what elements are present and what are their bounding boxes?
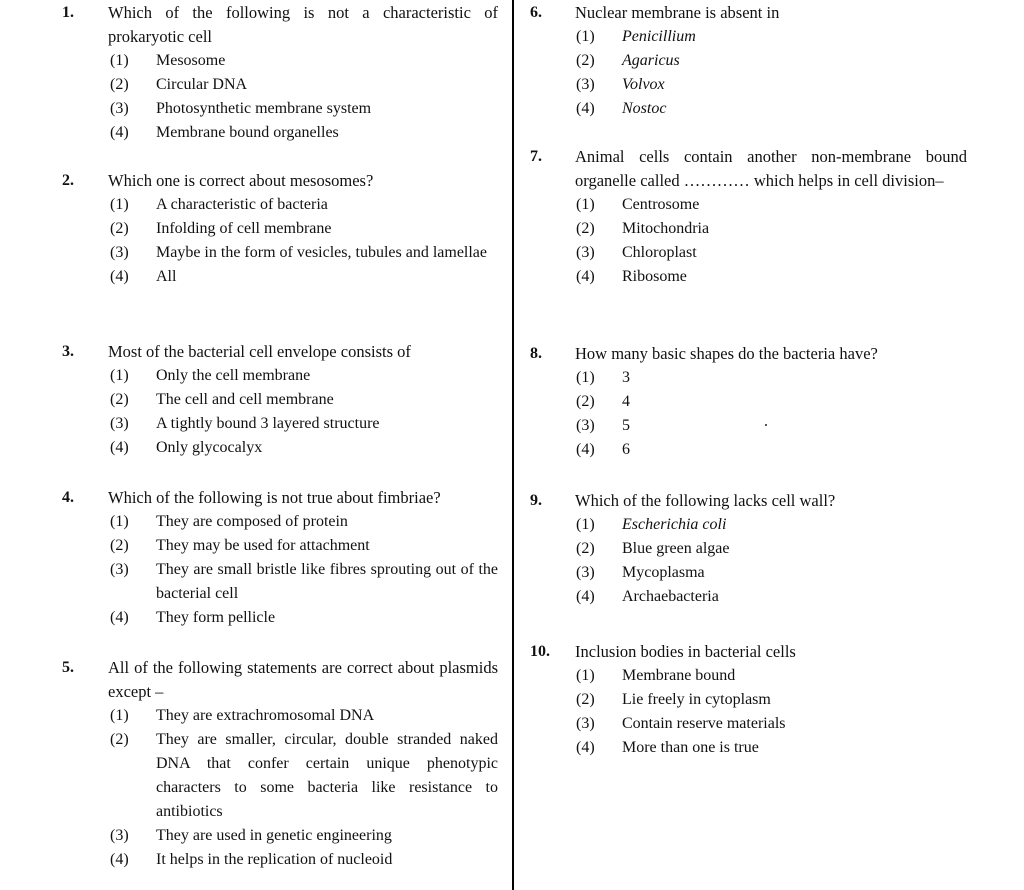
- option-text: They may be used for attachment: [156, 537, 370, 554]
- option-number: (4): [110, 124, 129, 141]
- question-text: Nuclear membrane is absent in: [575, 3, 780, 22]
- option: [0, 364, 510, 388]
- option-number: (3): [576, 244, 595, 261]
- question-9: [516, 489, 1024, 609]
- question-1: [0, 1, 510, 145]
- option-number: (4): [576, 100, 595, 117]
- option-text: Agaricus: [622, 52, 680, 69]
- option: [0, 265, 510, 289]
- question-4: [0, 486, 510, 630]
- option-text: A characteristic of bacteria: [156, 196, 328, 213]
- option-text: Maybe in the form of vesicles, tubules and lamellae: [156, 244, 488, 261]
- option-text: They are composed of protein: [156, 513, 348, 530]
- option: [516, 513, 1024, 537]
- option: [516, 217, 1024, 241]
- option-number: (2): [576, 52, 595, 69]
- option-number: (1): [576, 516, 595, 533]
- option-text: Only glycocalyx: [156, 439, 263, 456]
- option-number: (2): [110, 391, 129, 408]
- question-text: Animal cells contain another non-membrane bound organelle called ………… which helps in cell division–: [575, 147, 967, 190]
- option: [516, 561, 1024, 585]
- option-text: They are extrachromosomal DNA: [156, 707, 375, 724]
- question-number: 4.: [62, 489, 74, 506]
- option-number: (2): [110, 220, 129, 237]
- option-text: More than one is true: [622, 739, 759, 756]
- question-number: 2.: [62, 172, 74, 189]
- option-text: Blue green algae: [622, 540, 730, 557]
- option-number: (4): [110, 268, 129, 285]
- option: [0, 97, 510, 121]
- question-text: Which of the following is not true about fimbriae?: [108, 488, 441, 507]
- option-text: All: [156, 268, 177, 285]
- question-3: [0, 340, 510, 460]
- option-number: (3): [576, 564, 595, 581]
- option: [516, 390, 1024, 414]
- option: [516, 97, 1024, 121]
- option-number: (3): [110, 561, 129, 578]
- option-text: 4: [622, 393, 630, 410]
- option-number: (2): [110, 76, 129, 93]
- option-number: (2): [576, 691, 595, 708]
- question-number: 5.: [62, 659, 74, 676]
- option-text: The cell and cell membrane: [156, 391, 334, 408]
- option-text: Centrosome: [622, 196, 700, 213]
- option-number: (1): [110, 367, 129, 384]
- option: [0, 388, 510, 412]
- option-number: (2): [576, 393, 595, 410]
- option: [0, 558, 510, 606]
- option: [516, 265, 1024, 289]
- option-number: (3): [576, 76, 595, 93]
- question-text: Which of the following lacks cell wall?: [575, 491, 836, 510]
- option: [516, 193, 1024, 217]
- question-number: 10.: [530, 643, 550, 660]
- option-number: (2): [110, 537, 129, 554]
- option-number: (1): [576, 28, 595, 45]
- option-text: Penicillium: [622, 28, 696, 45]
- option-number: (4): [576, 739, 595, 756]
- option-text: Chloroplast: [622, 244, 697, 261]
- option-text: Archaebacteria: [622, 588, 719, 605]
- option: [516, 73, 1024, 97]
- question-text: Which one is correct about mesosomes?: [108, 171, 374, 190]
- question-8: [516, 342, 1024, 462]
- option-text: Photosynthetic membrane system: [156, 100, 372, 117]
- option-text: Nostoc: [622, 100, 667, 117]
- option-number: (3): [110, 100, 129, 117]
- option-text: Circular DNA: [156, 76, 248, 93]
- option-text: Membrane bound organelles: [156, 124, 339, 141]
- option: [516, 712, 1024, 736]
- option-number: (1): [110, 52, 129, 69]
- option: [0, 49, 510, 73]
- option-text: They form pellicle: [156, 609, 276, 626]
- option: [0, 73, 510, 97]
- option-text: 5: [622, 417, 630, 434]
- option-number: (2): [576, 220, 595, 237]
- option: [0, 606, 510, 630]
- option: [516, 537, 1024, 561]
- question-10: [516, 640, 1024, 760]
- option-text: They are smaller, circular, double stranded naked DNA that confer certain unique phenotypic characters to some bacteria like resistance to antibiotics: [156, 731, 498, 820]
- question-number: 7.: [530, 148, 542, 165]
- option-text: It helps in the replication of nucleoid: [156, 851, 393, 868]
- question-2: [0, 169, 510, 289]
- option: [516, 664, 1024, 688]
- option: [0, 704, 510, 728]
- question-7: [516, 145, 1024, 289]
- option-text: Mycoplasma: [622, 564, 705, 581]
- option-text: Volvox: [622, 76, 665, 93]
- option: [0, 534, 510, 558]
- question-number: 6.: [530, 4, 542, 21]
- option: [0, 121, 510, 145]
- question-5: [0, 656, 510, 872]
- option-text: Lie freely in cytoplasm: [622, 691, 771, 708]
- column-divider: [512, 0, 514, 890]
- option-number: (1): [576, 196, 595, 213]
- option-text: They are used in genetic engineering: [156, 827, 392, 844]
- option: [516, 688, 1024, 712]
- option-text: Only the cell membrane: [156, 367, 311, 384]
- option-number: (3): [110, 827, 129, 844]
- question-text: How many basic shapes do the bacteria have?: [575, 344, 878, 363]
- option-text: Ribosome: [622, 268, 687, 285]
- option: [0, 848, 510, 872]
- option: [516, 438, 1024, 462]
- option-number: (4): [576, 441, 595, 458]
- question-text: Inclusion bodies in bacterial cells: [575, 642, 796, 661]
- option-number: (1): [576, 667, 595, 684]
- option-text: Escherichia coli: [622, 516, 727, 533]
- option-number: (3): [110, 244, 129, 261]
- option: [0, 412, 510, 436]
- option-number: (3): [110, 415, 129, 432]
- option: [0, 193, 510, 217]
- question-number: 3.: [62, 343, 74, 360]
- option: [516, 366, 1024, 390]
- option: [0, 241, 510, 265]
- option-text: Membrane bound: [622, 667, 736, 684]
- question-text: All of the following statements are correct about plasmids except –: [108, 658, 498, 701]
- option-number: (3): [576, 715, 595, 732]
- option-number: (1): [110, 513, 129, 530]
- question-number: 8.: [530, 345, 542, 362]
- option-text: 3: [622, 369, 630, 386]
- option-number: (1): [110, 196, 129, 213]
- option-text: Mesosome: [156, 52, 226, 69]
- option-text: Infolding of cell membrane: [156, 220, 332, 237]
- option-number: (1): [110, 707, 129, 724]
- option-number: (4): [576, 268, 595, 285]
- option-number: (1): [576, 369, 595, 386]
- question-text: Most of the bacterial cell envelope consists of: [108, 342, 411, 361]
- option-number: (4): [110, 609, 129, 626]
- option-number: (4): [110, 439, 129, 456]
- option: [516, 25, 1024, 49]
- option: [516, 49, 1024, 73]
- option: [516, 736, 1024, 760]
- question-number: 9.: [530, 492, 542, 509]
- option: [0, 217, 510, 241]
- question-number: 1.: [62, 4, 74, 21]
- option-text: Mitochondria: [622, 220, 710, 237]
- option: [0, 824, 510, 848]
- option-number: (2): [110, 731, 129, 748]
- option-number: (3): [576, 417, 595, 434]
- option-text: Contain reserve materials: [622, 715, 786, 732]
- option: [0, 510, 510, 534]
- option-number: (4): [576, 588, 595, 605]
- option-text: They are small bristle like fibres sprouting out of the bacterial cell: [156, 561, 498, 602]
- option: [516, 414, 1024, 438]
- option-text: A tightly bound 3 layered structure: [156, 415, 380, 432]
- option: [0, 728, 510, 824]
- option-number: (2): [576, 540, 595, 557]
- question-text: Which of the following is not a characteristic of prokaryotic cell: [108, 3, 498, 46]
- option: [516, 241, 1024, 265]
- option: [516, 585, 1024, 609]
- option-number: (4): [110, 851, 129, 868]
- question-6: [516, 1, 1024, 121]
- option-text: 6: [622, 441, 630, 458]
- option: [0, 436, 510, 460]
